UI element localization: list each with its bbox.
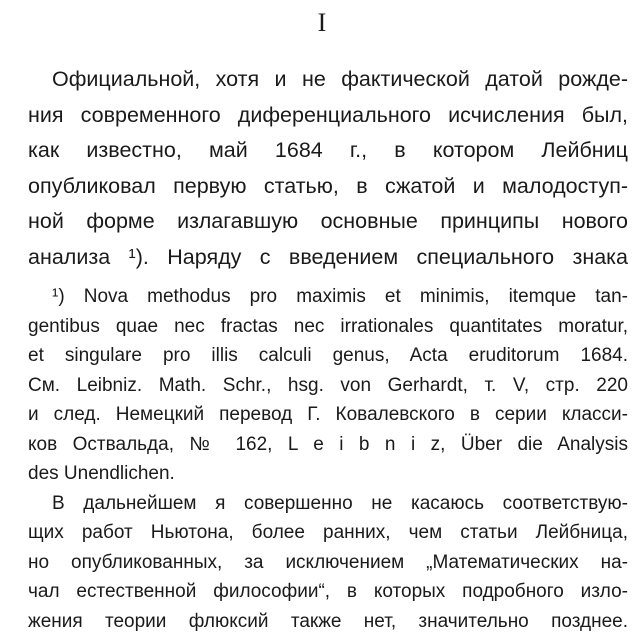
- main-line: ния современного диференциального исчисления был,: [28, 98, 628, 134]
- chapter-number: I: [0, 8, 644, 38]
- footnote-line: щих работ Ньютона, более ранних, чем статьи Лейбница,: [28, 518, 628, 548]
- footnote-line: См. Leibniz. Math. Schr., hsg. von Gerhardt, т. V, стр. 220: [28, 371, 628, 401]
- footnote-line: жения теории флюксий также нет, значительно позднее.: [28, 607, 628, 636]
- footnote-line: ¹) Nova methodus pro maximis et minimis, itemque tan-: [28, 282, 628, 312]
- footnote-line: и след. Немецкий перевод Г. Ковалевского в серии класси-: [28, 400, 628, 430]
- main-paragraph: [28, 62, 628, 275]
- footnote-line: gentibus quae nec fractas nec irrationales quantitates moratur,: [28, 312, 628, 342]
- main-line: анализа ¹). Наряду с введением специального знака: [28, 240, 628, 276]
- main-line: ной форме излагавшую основные принципы нового: [28, 204, 628, 240]
- footnote-line: В дальнейшем я совершенно не касаюсь соответствую-: [28, 489, 628, 519]
- footnote-line: но опубликованных, за исключением „Математических на-: [28, 548, 628, 578]
- footnote: [28, 282, 628, 636]
- footnote-line: des Unendlichen.: [28, 459, 628, 489]
- footnote-line: чал естественной философии“, в которых подробного изло-: [28, 577, 628, 607]
- main-line: опубликовал первую статью, в сжатой и малодоступ-: [28, 169, 628, 205]
- footnote-line: et singulare pro illis calculi genus, Acta eruditorum 1684.: [28, 341, 628, 371]
- main-line: Официальной, хотя и не фактической датой рожде-: [28, 62, 628, 98]
- main-line: как известно, май 1684 г., в котором Лейбниц: [28, 133, 628, 169]
- footnote-line: ков Оствальда, № 162, L e i b n i z, Über die Analysis: [28, 430, 628, 460]
